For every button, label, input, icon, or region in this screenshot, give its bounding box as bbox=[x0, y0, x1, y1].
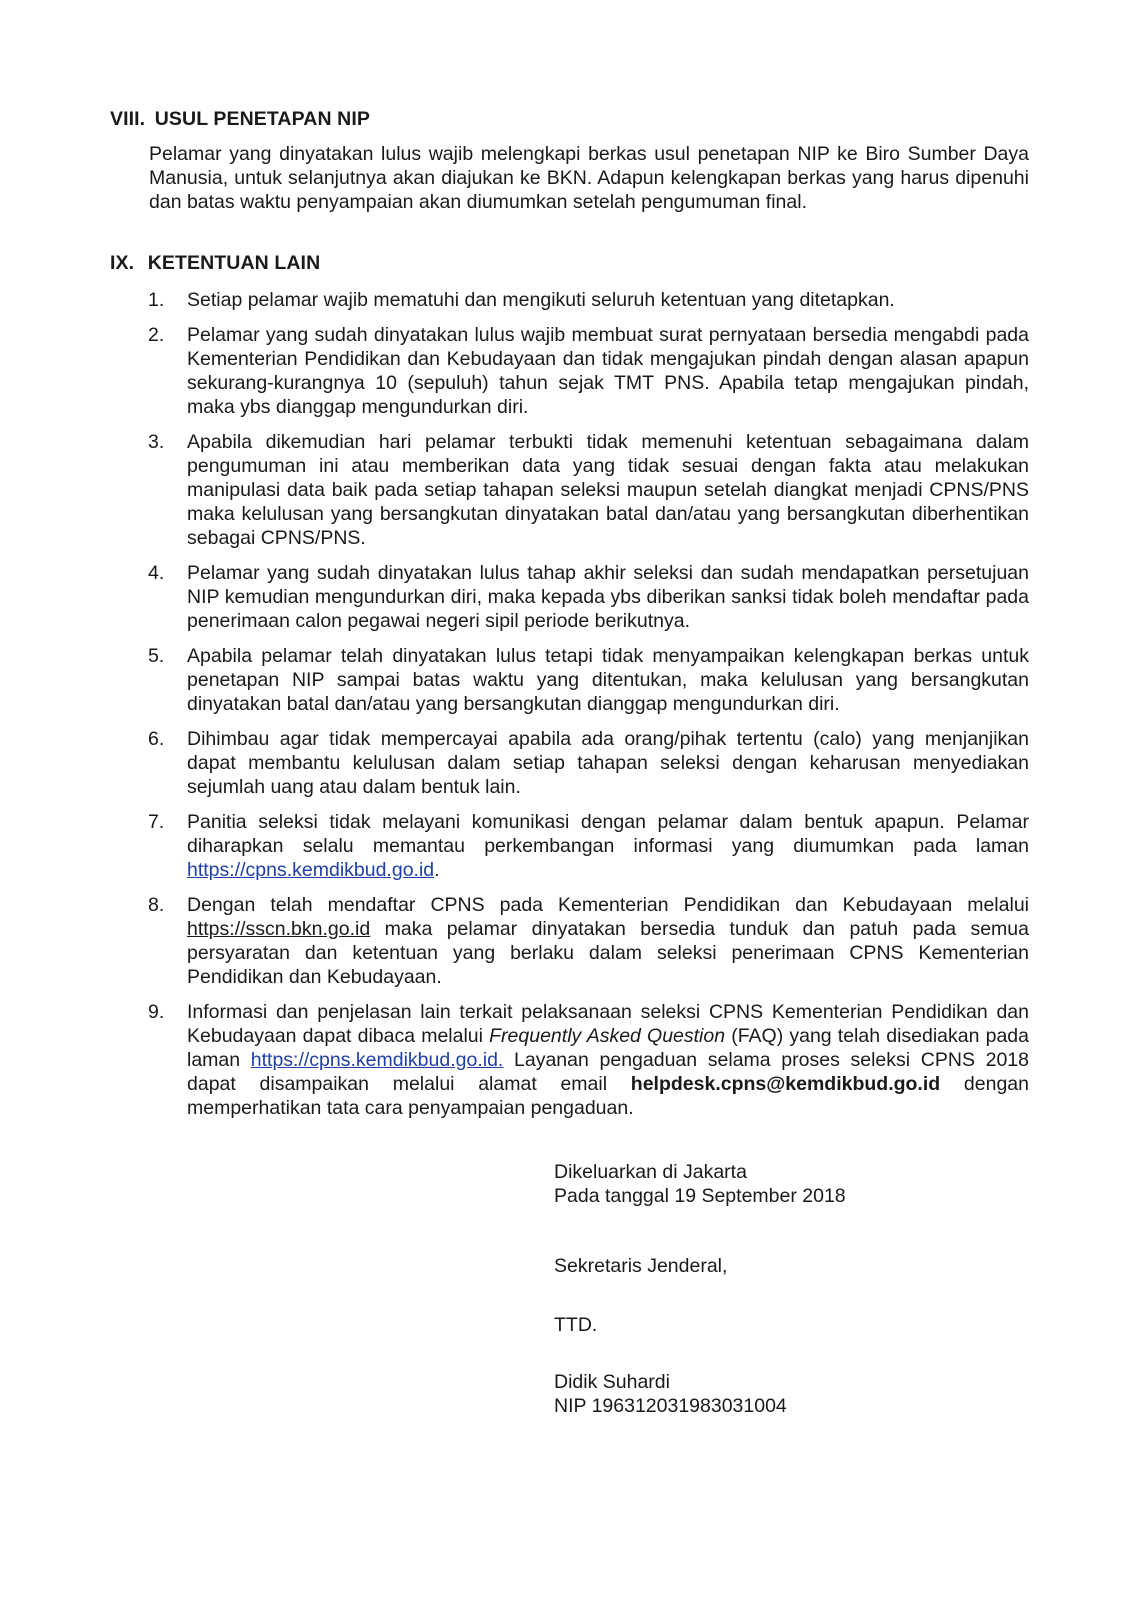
item-number: 4. bbox=[148, 562, 165, 584]
item-text: Dengan telah mendaftar CPNS pada Kementerian Pendidikan dan Kebudayaan melalui bbox=[187, 894, 1029, 916]
section-heading-viii bbox=[110, 108, 370, 131]
signatory-position: Sekretaris Jenderal, bbox=[554, 1255, 728, 1277]
signatory-name: Didik Suhardi bbox=[554, 1371, 670, 1393]
item-text: Pelamar yang sudah dinyatakan lulus tahap akhir seleksi dan sudah mendapatkan persetujuan NIP kemudian mengundurkan diri, maka kepada ybs diberikan sanksi tidak boleh mendaftar pada penerimaan calon pegawai negeri sipil periode berikutnya. bbox=[187, 562, 1029, 632]
item-text: Pelamar yang sudah dinyatakan lulus wajib membuat surat pernyataan bersedia mengabdi pada Kementerian Pendidikan dan Kebudayaan dan tidak mengajukan pindah dengan alasan apapun sekurang-kurangnya 10 (sepuluh) tahun sejak TMT PNS. Apabila tetap mengajukan pindah, maka ybs dianggap mengundurkan diri. bbox=[187, 324, 1029, 418]
section-viii-body: Pelamar yang dinyatakan lulus wajib melengkapi berkas usul penetapan NIP ke Biro Sumber Daya Manusia, untuk selanjutnya akan diajukan ke BKN. Adapun kelengkapan berkas yang harus dipenuhi dan batas waktu penyampaian akan diumumkan setelah pengumuman final. bbox=[149, 143, 1029, 213]
cpns-kemdikbud-link[interactable]: https://cpns.kemdikbud.go.id bbox=[187, 859, 435, 881]
item-text: Setiap pelamar wajib mematuhi dan mengikuti seluruh ketentuan yang ditetapkan. bbox=[187, 289, 895, 311]
helpdesk-email: helpdesk.cpns@kemdikbud.go.id bbox=[630, 1073, 941, 1095]
item-text: Panitia seleksi tidak melayani komunikasi dengan pelamar dalam bentuk apapun. Pelamar diharapkan selalu memantau perkembangan informasi yang diumumkan pada laman bbox=[187, 811, 1029, 857]
list-item bbox=[146, 323, 1029, 419]
list-item bbox=[146, 893, 1029, 989]
issued-date: Pada tanggal 19 September 2018 bbox=[554, 1185, 846, 1207]
item-number: 6. bbox=[148, 728, 165, 750]
faq-term: Frequently Asked Question bbox=[489, 1025, 726, 1047]
list-item bbox=[146, 288, 1029, 312]
item-text: Dihimbau agar tidak mempercayai apabila ada orang/pihak tertentu (calo) yang menjanjikan dapat membantu kelulusan dalam setiap tahapan seleksi dengan keharusan menyediakan sejumlah uang atau dalam bentuk lain. bbox=[187, 728, 1029, 798]
item-text-end: maka pelamar dinyatakan bersedia tunduk dan patuh pada semua persyaratan dan ketentuan yang berlaku dalam seleksi penerimaan CPNS Kementerian Pendidikan dan Kebudayaan. bbox=[187, 918, 1029, 988]
item-text: Apabila pelamar telah dinyatakan lulus tetapi tidak menyampaikan kelengkapan berkas untuk penetapan NIP sampai batas waktu yang ditentukan, maka kelulusan yang bersangkutan dinyatakan batal dan/atau yang bersangkutan dianggap mengundurkan diri. bbox=[187, 645, 1029, 715]
issued-place: Dikeluarkan di Jakarta bbox=[554, 1161, 747, 1183]
cpns-kemdikbud-link[interactable]: https://cpns.kemdikbud.go.id. bbox=[250, 1049, 504, 1071]
section-number: IX. bbox=[110, 252, 135, 274]
section-title: KETENTUAN LAIN bbox=[147, 252, 321, 274]
list-item bbox=[146, 561, 1029, 633]
item-text: Informasi dan penjelasan lain terkait pelaksanaan seleksi CPNS Kementerian Pendidikan dan Kebudayaan dapat dibaca melalui bbox=[187, 1001, 1029, 1047]
item-text: Layanan pengaduan selama proses seleksi CPNS 2018 dapat disampaikan melalui alamat email bbox=[187, 1049, 1029, 1095]
item-number: 9. bbox=[148, 1001, 165, 1023]
item-number: 8. bbox=[148, 894, 165, 916]
list-item bbox=[146, 727, 1029, 799]
list-item bbox=[146, 810, 1029, 882]
item-text: (FAQ) yang telah disediakan pada laman bbox=[187, 1025, 1029, 1071]
item-number: 5. bbox=[148, 645, 165, 667]
section-title: USUL PENETAPAN NIP bbox=[154, 108, 370, 130]
list-item bbox=[146, 430, 1029, 550]
signatory-nip: NIP 196312031983031004 bbox=[554, 1395, 787, 1417]
section-heading-ix bbox=[110, 252, 320, 275]
signature-ttd: TTD. bbox=[554, 1314, 598, 1336]
item-text: Apabila dikemudian hari pelamar terbukti tidak memenuhi ketentuan sebagaimana dalam pengumuman ini atau memberikan data yang tidak sesuai dengan fakta atau melakukan manipulasi data baik pada setiap tahapan seleksi maupun setelah diangkat menjadi CPNS/PNS maka kelulusan yang bersangkutan dinyatakan batal dan/atau yang bersangkutan diberhentikan sebagai CPNS/PNS. bbox=[187, 431, 1029, 549]
item-text-end: . bbox=[434, 859, 440, 881]
item-number: 7. bbox=[148, 811, 165, 833]
item-number: 1. bbox=[148, 289, 165, 311]
provisions-list bbox=[146, 288, 1029, 1131]
item-text-end: dengan memperhatikan tata cara penyampaian pengaduan. bbox=[187, 1073, 1029, 1119]
list-item bbox=[146, 1000, 1029, 1120]
item-number: 2. bbox=[148, 324, 165, 346]
list-item bbox=[146, 644, 1029, 716]
sscn-bkn-link[interactable]: https://sscn.bkn.go.id bbox=[187, 918, 371, 940]
item-number: 3. bbox=[148, 431, 165, 453]
section-number: VIII. bbox=[110, 108, 146, 130]
